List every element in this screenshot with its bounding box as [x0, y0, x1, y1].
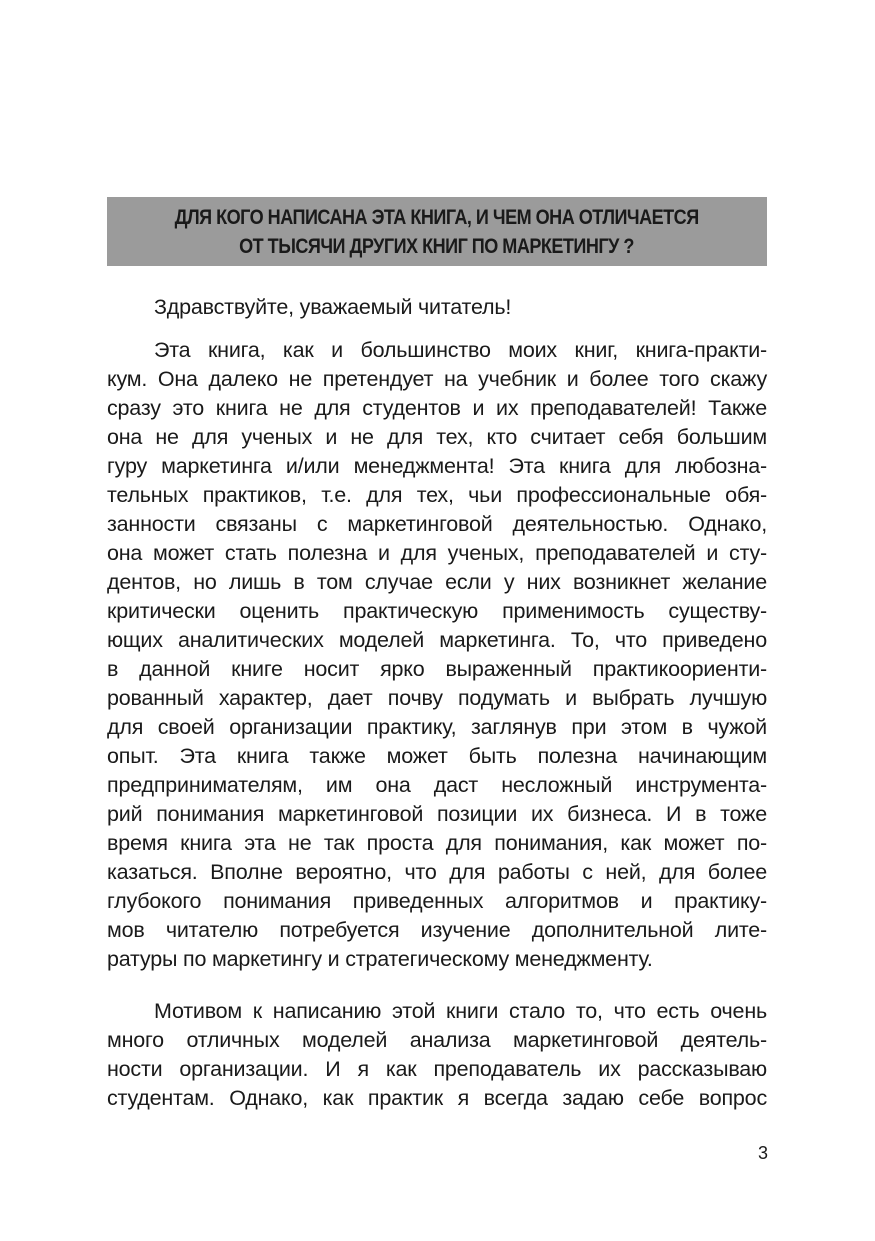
text-line: в данной книге носит ярко выраженный практикоориенти-: [107, 657, 767, 681]
text-line: рий понимания маркетинговой позиции их бизнеса. И в тоже: [107, 802, 767, 826]
text-line: ющих аналитических моделей маркетинга. То, что приведено: [107, 628, 767, 652]
paragraph-intro: [107, 336, 767, 974]
paragraph-motivation: [107, 997, 767, 1113]
text-line: дентов, но лишь в том случае если у них возникнет желание: [107, 570, 767, 594]
text-line: критически оценить практическую применимость существу-: [107, 599, 767, 623]
text-line: ратуры по маркетингу и стратегическому менеджменту.: [107, 947, 653, 971]
text-line: опыт. Эта книга также может быть полезна начинающим: [107, 744, 767, 768]
text-line: она может стать полезна и для ученых, преподавателей и сту-: [107, 541, 767, 565]
text-line: для своей организации практику, заглянув при этом в чужой: [107, 715, 767, 739]
page-number: 3: [757, 1143, 768, 1163]
text-line: тельных практиков, т.е. для тех, чьи профессиональные обя-: [107, 483, 767, 507]
text-line: казаться. Вполне вероятно, что для работы с ней, для более: [107, 860, 767, 884]
heading-line-1: ДЛЯ КОГО НАПИСАНА ЭТА КНИГА, И ЧЕМ ОНА ОТЛИЧАЕТСЯ: [174, 205, 700, 229]
text-line: ности организации. И я как преподаватель их рассказываю: [107, 1057, 767, 1081]
text-line: мов читателю потребуется изучение дополнительной лите-: [107, 918, 767, 942]
text-line: время книга эта не так проста для понимания, как может по-: [107, 831, 767, 855]
text-line: она не для ученых и не для тех, кто считает себя большим: [107, 425, 767, 449]
text-line: Мотивом к написанию этой книги стало то, что есть очень: [154, 999, 767, 1023]
text-line: много отличных моделей анализа маркетинговой деятель-: [107, 1028, 767, 1052]
text-line: студентам. Однако, как практик я всегда задаю себе вопрос: [107, 1086, 767, 1110]
section-heading: [107, 197, 767, 266]
text-line: Эта книга, как и большинство моих книг, книга-практи-: [154, 338, 767, 362]
text-line: предпринимателям, им она даст несложный инструмента-: [107, 773, 767, 797]
text-line: гуру маркетинга и/или менеджмента! Эта книга для любозна-: [107, 454, 767, 478]
text-line: рованный характер, дает почву подумать и выбрать лучшую: [107, 686, 767, 710]
text-line: Здравствуйте, уважаемый читатель!: [154, 295, 512, 319]
text-line: занности связаны с маркетинговой деятельностью. Однако,: [107, 512, 767, 536]
text-line: кум. Она далеко не претендует на учебник и более того скажу: [107, 367, 767, 391]
heading-line-2: ОТ ТЫСЯЧИ ДРУГИХ КНИГ ПО МАРКЕТИНГУ ?: [239, 234, 635, 258]
text-line: глубокого понимания приведенных алгоритмов и практику-: [107, 889, 767, 913]
paragraph-greeting: [107, 293, 767, 322]
text-line: сразу это книга не для студентов и их преподавателей! Также: [107, 396, 767, 420]
